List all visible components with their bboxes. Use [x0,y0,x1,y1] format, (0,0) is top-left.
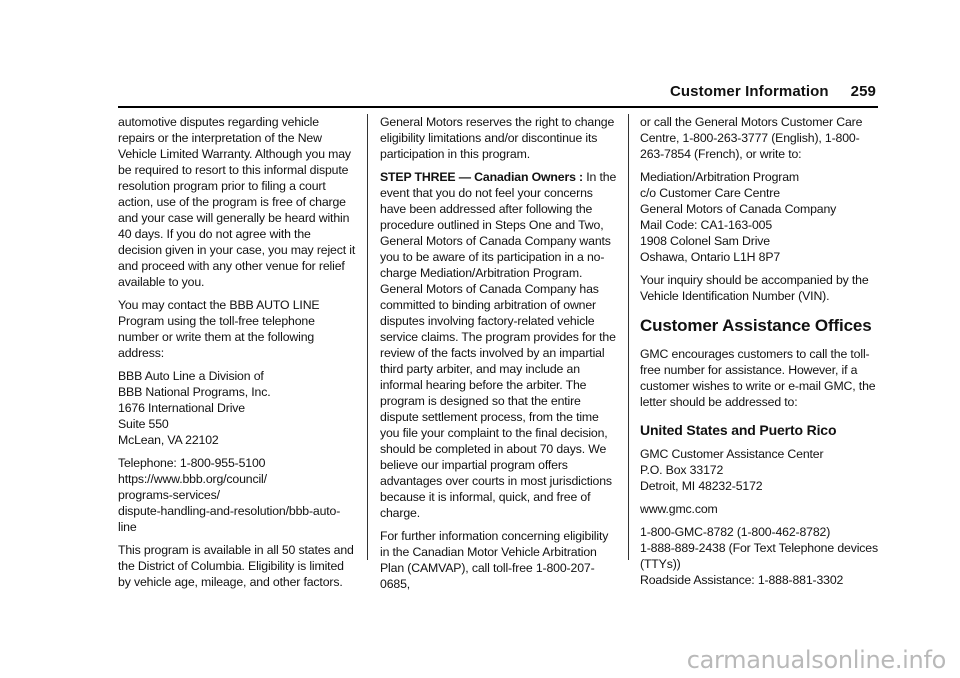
canada-address-block [640,169,878,265]
phone-block [640,524,878,588]
step-three-label: STEP THREE — Canadian Owners : [380,170,583,184]
paragraph-gmc-encourages: GMC encourages customers to call the toll-free number for assistance. However, if a customer wishes to write or e-mail GMC, the letter should be addressed to: [640,347,876,409]
paragraph-customer-care: or call the General Motors Customer Care Centre, 1-800-263-3777 (English), 1-800-263-7854 (French), or write to: [640,115,863,161]
us-address-block [640,446,878,494]
step-three-text: In the event that you do not feel your concerns have been addressed after following the procedure outlined in Steps One and Two, General Motors of Canada Company wants you to be aware of its participation in a no-charge Mediation/Arbitration Program. General Motors of Canada Company has committed to binding arbitration of owner disputes involving factory-related vehicle service claims. The program provides for the review of the facts involved by an impartial third party arbiter, and may include an informal hearing before the arbiter. The program is designed so that the entire dispute settlement process, from the time you file your complaint to the final decision, should be completed in about 70 days. We believe our impartial program offers advantages over courts in most jurisdictions because it is informal, quick, and free of charge. [380,170,617,520]
section-title: Customer Assistance Offices [640,316,872,335]
phone-line: Roadside Assistance: 1-888-881-3302 [640,573,844,587]
address-line: Detroit, MI 48232-5172 [640,479,763,493]
paragraph-availability: This program is available in all 50 states and the District of Columbia. Eligibility is limited by vehicle age, mileage, and other factors. [118,543,354,589]
address-line: GMC Customer Assistance Center [640,447,824,461]
column-rule-1 [367,114,368,560]
address-line: Suite 550 [118,417,169,431]
column-1 [118,114,356,597]
website-line: www.gmc.com [640,502,718,516]
address-line: 1908 Colonel Sam Drive [640,234,770,248]
telephone-line: Telephone: 1-800-955-5100 [118,456,266,470]
header-rule [118,106,878,108]
address-line: BBB Auto Line a Division of [118,369,264,383]
column-2 [380,114,618,599]
address-line: McLean, VA 22102 [118,433,219,447]
watermark: carmanualsonline.info [686,646,946,674]
page-number: 259 [850,83,876,100]
address-line: BBB National Programs, Inc. [118,385,271,399]
column-3 [640,114,878,595]
paragraph-camvap: For further information concerning eligibility in the Canadian Motor Vehicle Arbitration Plan (CAMVAP), call toll-free 1-800-207-0685, [380,529,609,591]
paragraph-gm-reserves: General Motors reserves the right to change eligibility limitations and/or discontinue its participation in this program. [380,115,615,161]
address-line: c/o Customer Care Centre [640,186,780,200]
address-line: 1676 International Drive [118,401,245,415]
bbb-address-block [118,368,356,448]
bbb-url-line: programs-services/ [118,488,220,502]
address-line: General Motors of Canada Company [640,202,837,216]
subsection-title: United States and Puerto Rico [640,422,837,438]
page-header [670,83,876,100]
address-line: P.O. Box 33172 [640,463,724,477]
address-line: Oshawa, Ontario L1H 8P7 [640,250,781,264]
bbb-url-line: dispute-handling-and-resolution/bbb-auto-line [118,504,341,534]
paragraph-step-three [380,169,618,521]
phone-line: 1-800-GMC-8782 (1-800-462-8782) [640,525,831,539]
column-rule-2 [628,114,629,560]
address-line: Mail Code: CA1-163-005 [640,218,773,232]
address-line: Mediation/Arbitration Program [640,170,799,184]
bbb-contact-block [118,455,356,535]
phone-line: 1-888-889-2438 (For Text Telephone devices (TTYs)) [640,541,878,571]
paragraph-vin: Your inquiry should be accompanied by the Vehicle Identification Number (VIN). [640,273,869,303]
header-title: Customer Information [669,83,829,100]
bbb-url-line: https://www.bbb.org/council/ [118,472,267,486]
paragraph-warranty-disputes: automotive disputes regarding vehicle repairs or the interpretation of the New Vehicle Limited Warranty. Although you may be required to resort to this informal dispute resolution program prior to filing a court action, use of the program is free of charge and your case will generally be heard within 40 days. If you do not agree with the decision given in your case, you may reject it and proceed with any other venue for relief available to you. [118,115,356,289]
paragraph-contact-bbb: You may contact the BBB AUTO LINE Program using the toll-free telephone number or write them at the following address: [118,298,320,360]
